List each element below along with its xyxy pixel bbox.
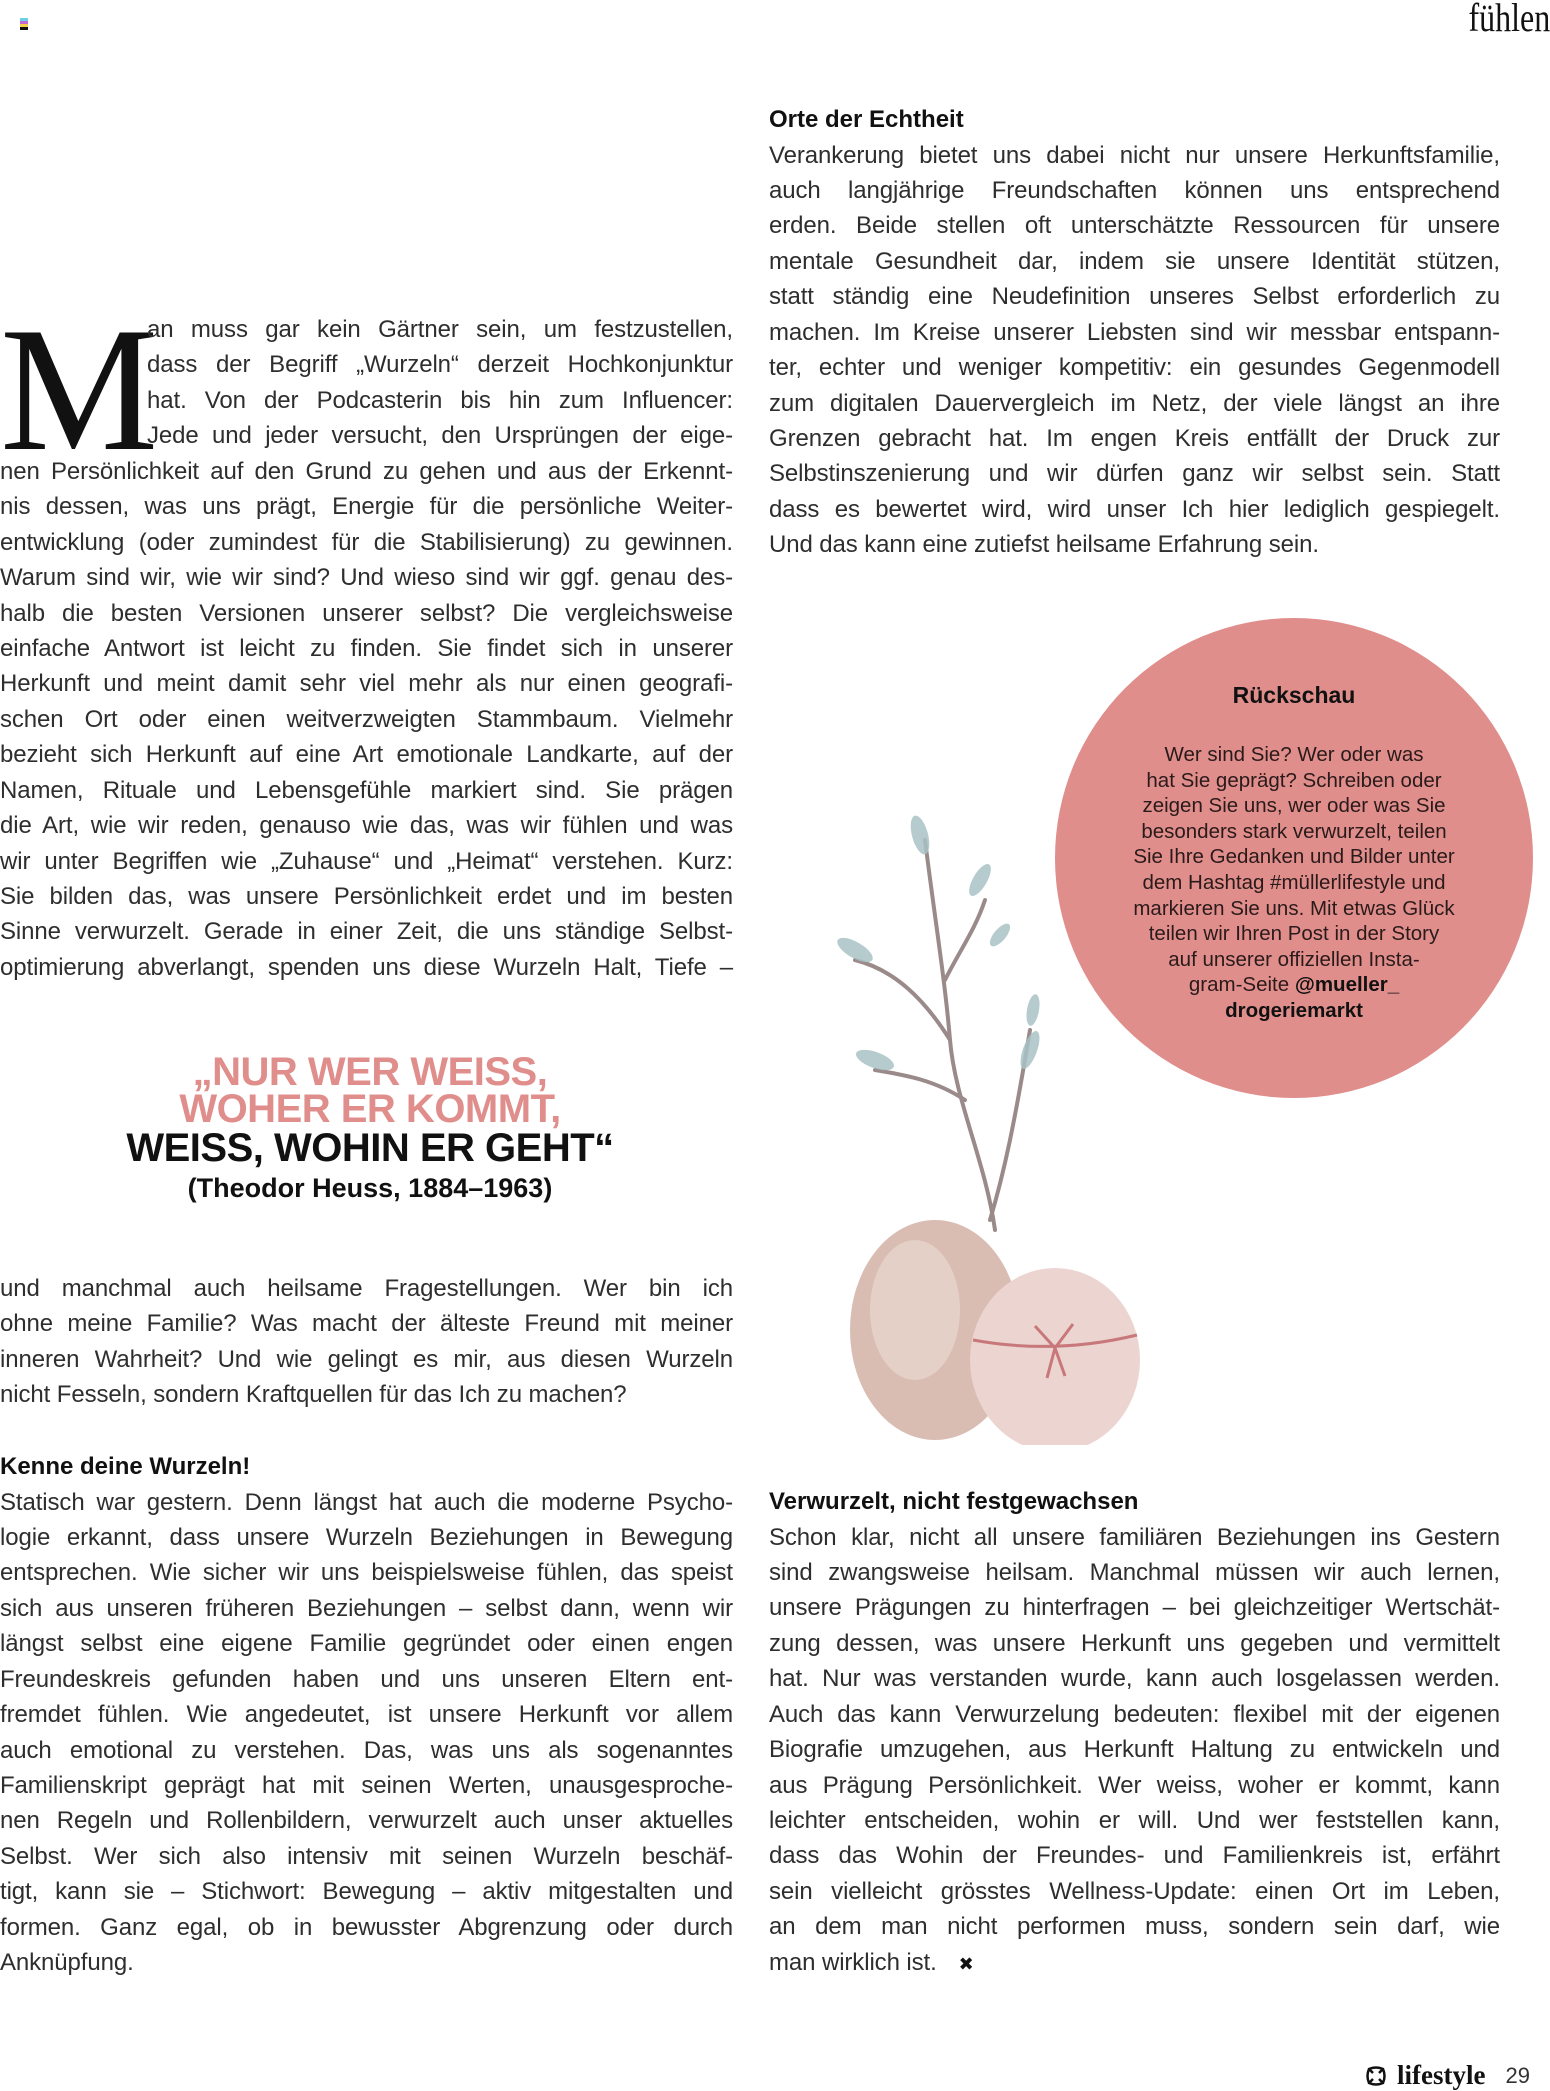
text-line: erden. Beide stellen oft unterschätzte Ressourcen für unsere <box>769 212 1500 240</box>
text-line: entwicklung (oder zumindest für die Stabilisierung) zu gewinnen. <box>0 528 733 556</box>
callout-line: gram-Seite <box>1188 973 1295 997</box>
text-line: optimierung abverlangt, spenden uns diese Wurzeln Halt, Tiefe – <box>0 953 733 981</box>
section-heading: Verwurzelt, nicht festgewachsen <box>769 1488 1139 1515</box>
text-line: nis dessen, was uns prägt, Energie für die persönliche Weiter- <box>0 493 733 521</box>
text-line: Und das kann eine zutiefst heilsame Erfahrung sein. <box>769 531 1319 559</box>
text-line: schen Ort oder einen weitverzweigten Stammbaum. Vielmehr <box>0 705 733 733</box>
text-line: formen. Ganz egal, ob in bewusster Abgrenzung oder durch <box>0 1913 733 1941</box>
text-line: Statisch war gestern. Denn längst hat auch die moderne Psycho- <box>0 1488 733 1516</box>
text-line: ohne meine Familie? Was macht der älteste Freund mit meiner <box>0 1310 733 1338</box>
text-line: Auch das kann Verwurzelung bedeuten: flexibel mit der eigenen <box>769 1700 1500 1728</box>
callout-line: Sie Ihre Gedanken und Bilder unter <box>1133 845 1455 869</box>
callout-line: zeigen Sie uns, wer oder was Sie <box>1142 794 1446 818</box>
text-line: an muss gar kein Gärtner sein, um festzustellen, <box>147 316 733 343</box>
callout-line: hat Sie geprägt? Schreiben oder <box>1146 768 1442 792</box>
text-line: man wirklich ist. ✖ <box>769 1945 1500 1980</box>
text-line: halb die besten Versionen unserer selbst? Die vergleichsweise <box>0 599 733 627</box>
section-heading: Orte der Echtheit <box>769 106 964 133</box>
text-line: Selbstinszenierung und wir dürfen ganz wir selbst sein. Statt <box>769 460 1500 488</box>
text-line: dass das Wohin der Freundes- und Familienkreis ist, erfährt <box>769 1842 1500 1870</box>
text-line: Biografie umzugehen, aus Herkunft Haltung zu entwickeln und <box>769 1736 1500 1764</box>
text-line: an dem man nicht performen muss, sondern sein darf, wie <box>769 1913 1500 1941</box>
callout-line: dem Hashtag #müllerlifestyle und <box>1142 870 1446 894</box>
text-line: Jede und jeder versucht, den Ursprüngen der eige- <box>147 422 733 450</box>
text-line: bezieht sich Herkunft auf eine Art emotionale Landkarte, auf der <box>0 741 733 769</box>
text-line: einfache Antwort ist leicht zu finden. Sie findet sich in unserer <box>0 634 733 662</box>
section-heading: Kenne deine Wurzeln! <box>0 1453 251 1480</box>
branch-icon <box>855 840 1030 1230</box>
rooted-paragraph <box>769 1520 1500 1981</box>
callout-line: Wer sind Sie? Wer oder was <box>1164 743 1424 766</box>
eggs-branch-illustration <box>815 800 1175 1445</box>
text-line: Freundeskreis gefunden haben und uns unseren Eltern ent- <box>0 1665 733 1693</box>
text-line: nen Regeln und Rollenbildern, verwurzelt auch unser aktuelles <box>0 1807 733 1835</box>
quote-line: WOHER ER KOMMT, <box>179 1087 561 1131</box>
instagram-handle[interactable]: @mueller_ <box>1294 973 1400 997</box>
text-line: auch langjährige Freundschaften können uns entsprechend <box>769 176 1500 204</box>
callout-line: markieren Sie uns. Mit etwas Glück <box>1133 896 1455 920</box>
text-line: sich aus unseren früheren Beziehungen – selbst dann, wenn wir <box>0 1594 733 1622</box>
text-line: hat. Von der Podcasterin bis hin zum Influencer: <box>147 386 733 414</box>
quote-source: (Theodor Heuss, 1884–1963) <box>187 1173 553 1203</box>
text-line: auch emotional zu verstehen. Das, was uns als sogenanntes <box>0 1736 733 1764</box>
roots-paragraph <box>0 1485 733 1981</box>
quote-line: WEISS, WOHIN ER GEHT“ <box>126 1126 614 1170</box>
text-line: längst selbst eine eigene Familie gegründet oder einen engen <box>0 1630 733 1658</box>
callout-title: Rückschau <box>1232 682 1356 708</box>
text-line: machen. Im Kreise unserer Liebsten sind wir messbar entspann- <box>769 318 1500 346</box>
instagram-handle-cont[interactable]: drogeriemarkt <box>1225 998 1363 1022</box>
egg-icon <box>970 1268 1140 1445</box>
text-line: sind zwangsweise heilsam. Manchmal müssen wir auch lernen, <box>769 1558 1500 1586</box>
text-line: dass der Begriff „Wurzeln“ derzeit Hochkonjunktur <box>147 351 733 379</box>
callout-line: teilen wir Ihren Post in der Story <box>1148 922 1440 946</box>
text-line: dass es bewertet wird, wird unser Ich hier lediglich gespiegelt. <box>769 495 1500 523</box>
text-line: zum digitalen Dauervergleich im Netz, der viele längst an ihre <box>769 389 1500 417</box>
pull-quote <box>0 1050 740 1208</box>
text-line: aus Prägung Persönlichkeit. Wer weiss, woher er kommt, kann <box>769 1771 1500 1799</box>
text-line: nicht Fesseln, sondern Kraftquellen für das Ich zu machen? <box>0 1381 627 1409</box>
text-line: Sie bilden das, was unsere Persönlichkeit erdet und im besten <box>0 883 733 911</box>
text-line: statt ständig eine Neudefinition unseres Selbst erforderlich zu <box>769 283 1500 311</box>
text-line: Verankerung bietet uns dabei nicht nur unsere Herkunftsfamilie, <box>769 141 1500 169</box>
text-line: logie erkannt, dass unsere Wurzeln Beziehungen in Bewegung <box>0 1523 733 1551</box>
callout-line: besonders stark verwurzelt, teilen <box>1141 819 1447 843</box>
text-line: inneren Wahrheit? Und wie gelingt es mir, aus diesen Wurzeln <box>0 1345 733 1373</box>
intro-paragraph-indented <box>147 312 733 454</box>
text-line: sein vielleicht grösstes Wellness-Update: einen Ort im Leben, <box>769 1877 1500 1905</box>
text-line: tigt, kann sie – Stichwort: Bewegung – aktiv mitgestalten und <box>0 1878 733 1906</box>
text-line: Schon klar, nicht all unsere familiären Beziehungen ins Gestern <box>769 1523 1500 1551</box>
text-line: Namen, Rituale und Lebensgefühle markiert sind. Sie prägen <box>0 776 733 804</box>
magazine-brand: lifestyle <box>1397 2060 1486 2090</box>
text-line: unsere Prägungen zu hinterfragen – bei gleichzeitiger Wertschät- <box>769 1594 1500 1622</box>
text-line: Herkunft und meint damit sehr viel mehr als nur einen geografi- <box>0 670 733 698</box>
text-line: nen Persönlichkeit auf den Grund zu gehen und aus der Erkennt- <box>0 457 733 485</box>
text-line: Grenzen gebracht hat. Im engen Kreis entfällt der Druck zur <box>769 425 1500 452</box>
text-line: entsprechen. Wie sicher wir uns beispielsweise fühlen, das speist <box>0 1559 733 1587</box>
callout-line: auf unserer offiziellen Insta- <box>1168 947 1420 971</box>
color-mark <box>20 27 28 30</box>
flower-outline-icon <box>1365 2065 1387 2087</box>
continuation-paragraph <box>0 1271 733 1413</box>
quote-line: „NUR WER WEISS, <box>192 1050 548 1094</box>
egg-icon <box>870 1240 960 1380</box>
section-title: fühlen <box>1468 0 1550 40</box>
text-line: wir unter Begriffen wie „Zuhause“ und „Heimat“ verstehen. Kurz: <box>0 847 733 875</box>
text-line: die Art, wie wir reden, genauso wie das, was wir fühlen und was <box>0 812 733 840</box>
text-line: fremdet fühlen. Wie angedeutet, ist unsere Herkunft vor allem <box>0 1701 733 1729</box>
text-line: Selbst. Wer sich also intensiv mit seinen Wurzeln beschäf- <box>0 1842 733 1870</box>
text-line: Anknüpfung. <box>0 1949 134 1977</box>
text-line: Familienskript geprägt hat mit seinen Werten, unausgesproche- <box>0 1772 733 1799</box>
drop-cap: M <box>0 290 159 488</box>
text-line: zung dessen, was unsere Herkunft uns gegeben und vermittelt <box>769 1629 1500 1657</box>
text-line: Warum sind wir, wie wir sind? Und wieso sind wir ggf. genau des- <box>0 564 733 592</box>
text-line: Sinne verwurzelt. Gerade in einer Zeit, die uns ständige Selbst- <box>0 918 733 946</box>
end-mark-icon: ✖ <box>958 1953 974 1974</box>
text-line: und manchmal auch heilsame Fragestellungen. Wer bin ich <box>0 1275 733 1302</box>
print-color-marks <box>20 18 28 30</box>
page-number: 29 <box>1505 2062 1530 2088</box>
text-line: hat. Nur was verstanden wurde, kann auch losgelassen werden. <box>769 1665 1500 1693</box>
page-footer <box>1365 2060 1530 2091</box>
text-line: ter, echter und weniger kompetitiv: ein gesundes Gegenmodell <box>769 354 1500 382</box>
places-paragraph <box>769 138 1500 563</box>
text-line: leichter entscheiden, wohin er will. Und wer feststellen kann, <box>769 1807 1500 1834</box>
intro-paragraph <box>0 454 733 986</box>
text-line: mentale Gesundheit dar, indem sie unsere Identität stützen, <box>769 247 1500 275</box>
